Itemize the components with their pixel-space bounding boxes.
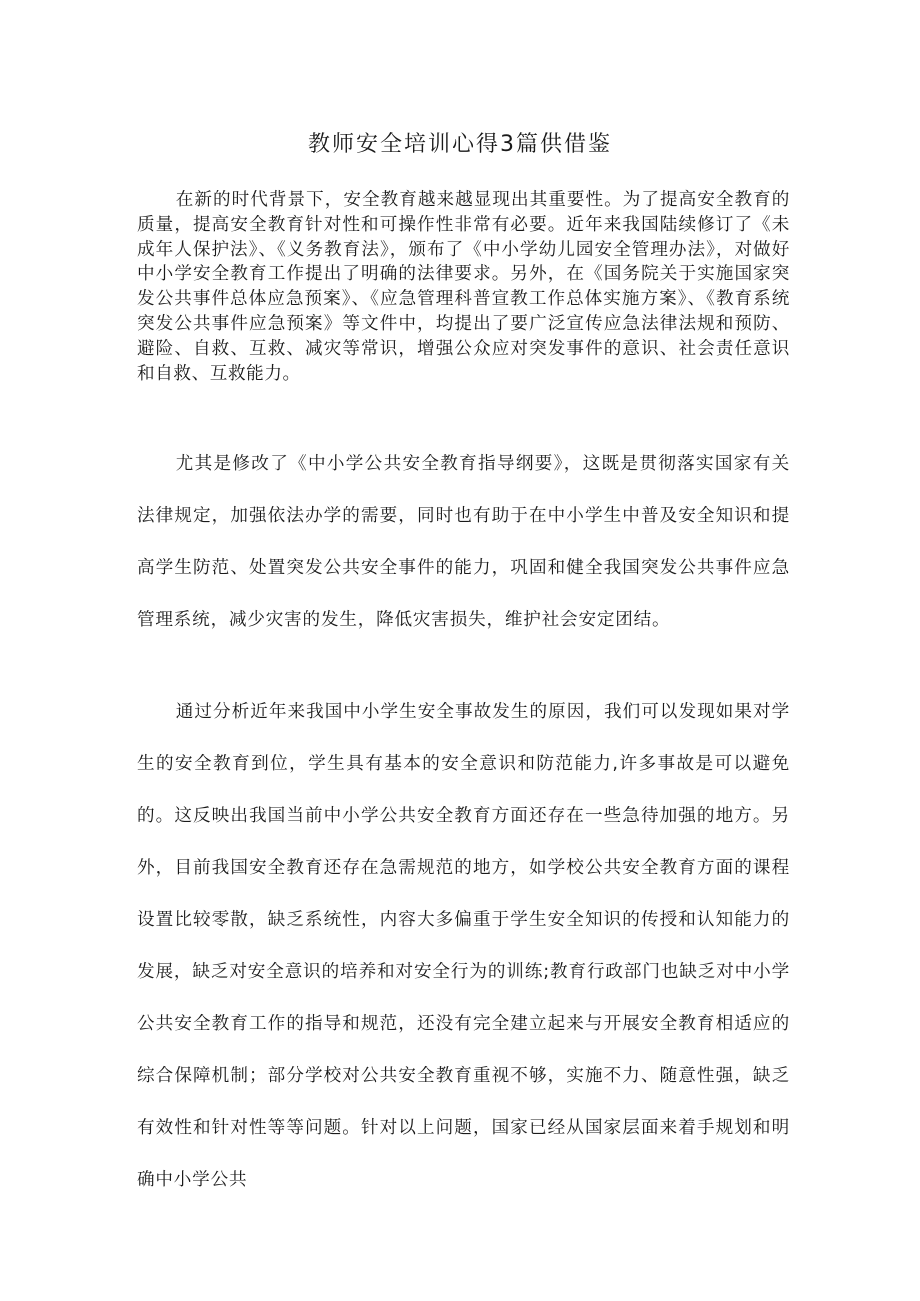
paragraph-intro: 在新的时代背景下，安全教育越来越显现出其重要性。为了提高安全教育的质量，提高安全教育针对性和可操作性非常有必要。近年来我国陆续修订了《未成年人保护法》、《义务教育法》，颁布了《中小学幼儿园安全管理办法》，对做好中小学安全教育工作提出了明确的法律要求。另外，在《国务院关于实施国家突发公共事件总体应急预案》、《应急管理科普宣教工作总体实施方案》、《教育系统突发公共事件应急预案》等文件中，均提出了要广泛宣传应急法律法规和预防、避险、自救、互救、减灾等常识，增强公众应对突发事件的意识、社会责任意识和自救、互救能力。 (137, 190, 790, 384)
paragraph-guideline: 尤其是修改了《中小学公共安全教育指导纲要》，这既是贯彻落实国家有关法律规定，加强依法办学的需要，同时也有助于在中小学生中普及安全知识和提高学生防范、处置突发公共安全事件的能力，巩固和健全我国突发公共事件应急管理系统，减少灾害的发生，降低灾害损失，维护社会安定团结。 (137, 454, 790, 630)
paragraph-analysis: 通过分析近年来我国中小学生安全事故发生的原因，我们可以发现如果对学生的安全教育到位，学生具有基本的安全意识和防范能力,许多事故是可以避免的。这反映出我国当前中小学公共安全教育方面还存在一些急待加强的地方。另外，目前我国安全教育还存在急需规范的地方，如学校公共安全教育方面的课程设置比较零散，缺乏系统性，内容大多偏重于学生安全知识的传授和认知能力的发展，缺乏对安全意识的培养和对安全行为的训练;教育行政部门也缺乏对中小学公共安全教育工作的指导和规范，还没有完全建立起来与开展安全教育相适应的综合保障机制；部分学校对公共安全教育重视不够，实施不力、随意性强，缺乏有效性和针对性等等问题。针对以上问题，国家已经从国家层面来着手规划和明确中小学公共 (137, 702, 790, 1190)
document-title: 教师安全培训心得3篇供借鉴 (308, 132, 612, 157)
